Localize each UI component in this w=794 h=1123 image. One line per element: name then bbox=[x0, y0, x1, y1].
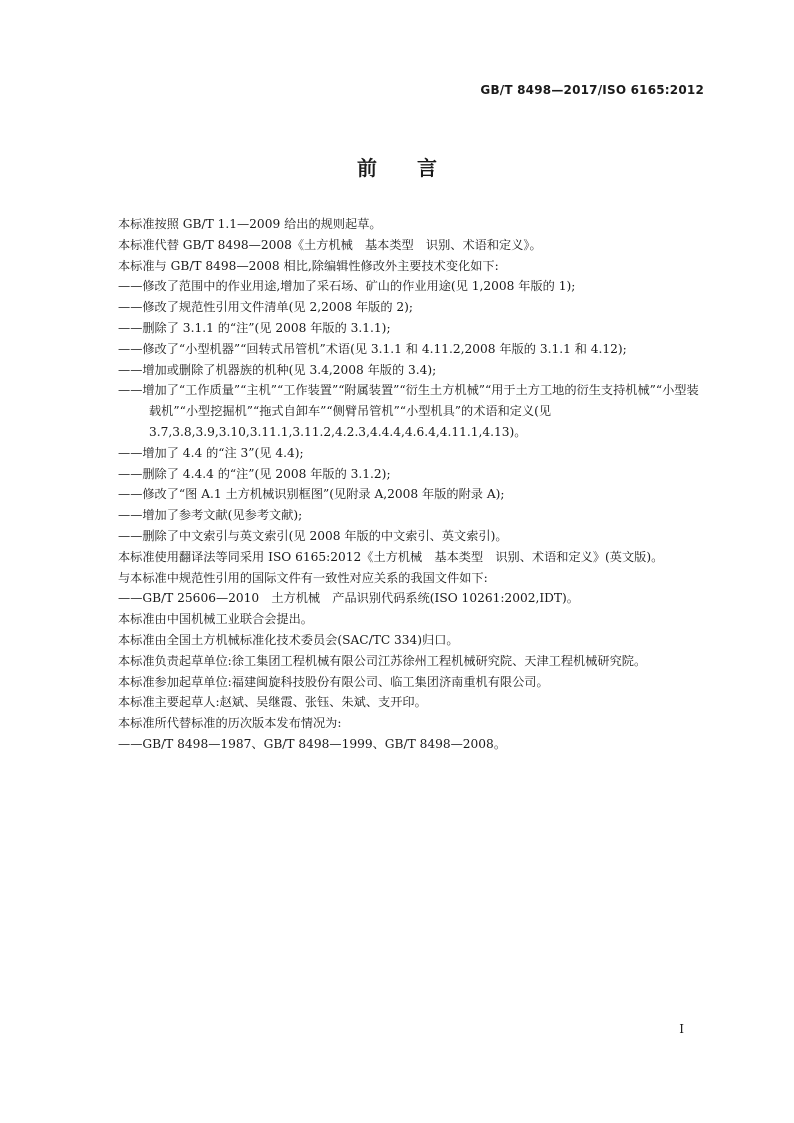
paragraph: 本标准由全国土方机械标准化技术委员会(SAC/TC 334)归口。 bbox=[118, 632, 459, 647]
page-number: I bbox=[679, 1022, 684, 1036]
paragraph: 本标准负责起草单位:徐工集团工程机械有限公司江苏徐州工程机械研究院、天津工程机械研究院。 bbox=[118, 653, 647, 668]
edition-list-item: ——GB/T 8498—1987、GB/T 8498—1999、GB/T 8498—2008。 bbox=[118, 736, 507, 751]
paragraph: 与本标准中规范性引用的国际文件有一致性对应关系的我国文件如下: bbox=[118, 570, 488, 585]
page-title: 前言 bbox=[357, 156, 477, 180]
paragraph: 本标准参加起草单位:福建闽旋科技股份有限公司、临工集团济南重机有限公司。 bbox=[118, 674, 549, 689]
paragraph: 本标准所代替标准的历次版本发布情况为: bbox=[118, 716, 342, 731]
paragraph: 本标准使用翻译法等同采用 ISO 6165:2012《土方机械 基本类型 识别、术语和定义》(英文版)。 bbox=[118, 549, 664, 564]
foreword-body bbox=[89, 214, 709, 755]
change-list-item: ——增加了参考文献(见参考文献); bbox=[118, 508, 303, 523]
change-list-item: ——增加了 4.4 的“注 3”(见 4.4); bbox=[118, 445, 304, 460]
change-list-item: ——修改了规范性引用文件清单(见 2,2008 年版的 2); bbox=[118, 300, 414, 315]
change-list-item: ——修改了“图 A.1 土方机械识别框图”(见附录 A,2008 年版的附录 A); bbox=[118, 487, 505, 502]
paragraph: 本标准主要起草人:赵斌、吴继霞、张钰、朱斌、支开印。 bbox=[118, 695, 427, 710]
change-list-item: ——删除了 3.1.1 的“注”(见 2008 年版的 3.1.1); bbox=[118, 320, 391, 335]
change-list-item: ——增加或删除了机器族的机种(见 3.4,2008 年版的 3.4); bbox=[118, 362, 437, 377]
change-list-item: ——增加了“工作质量”“主机”“工作装置”“附属装置”“衍生土方机械”“用于土方工地的衍生支持机械”“小型装载机”“小型挖掘机”“拖式自卸车”“侧臂吊管机”“小型机具”的术语和定义(见 3.7,3.8,3.9,3.10,3.11.1,3.11.2,4.2.3,4.4.4,4.6.4,4.11.1,4.13)。 bbox=[118, 383, 699, 439]
change-list-item: ——删除了 4.4.4 的“注”(见 2008 年版的 3.1.2); bbox=[118, 466, 391, 481]
paragraph: 本标准代替 GB/T 8498—2008《土方机械 基本类型 识别、术语和定义》。 bbox=[118, 237, 542, 252]
change-list-item: ——删除了中文索引与英文索引(见 2008 年版的中文索引、英文索引)。 bbox=[118, 528, 508, 543]
change-list-item: ——修改了范围中的作业用途,增加了采石场、矿山的作业用途(见 1,2008 年版的 1); bbox=[118, 279, 576, 294]
paragraph: 本标准由中国机械工业联合会提出。 bbox=[118, 612, 313, 627]
standard-number-header: GB/T 8498—2017/ISO 6165:2012 bbox=[480, 83, 704, 97]
reference-list-item: ——GB/T 25606—2010 土方机械 产品识别代码系统(ISO 10261:2002,IDT)。 bbox=[118, 591, 579, 606]
paragraph: 本标准与 GB/T 8498—2008 相比,除编辑性修改外主要技术变化如下: bbox=[118, 258, 499, 273]
change-list-item: ——修改了“小型机器”“回转式吊管机”术语(见 3.1.1 和 4.11.2,2008 年版的 3.1.1 和 4.12); bbox=[118, 341, 627, 356]
paragraph: 本标准按照 GB/T 1.1—2009 给出的规则起草。 bbox=[118, 217, 382, 231]
